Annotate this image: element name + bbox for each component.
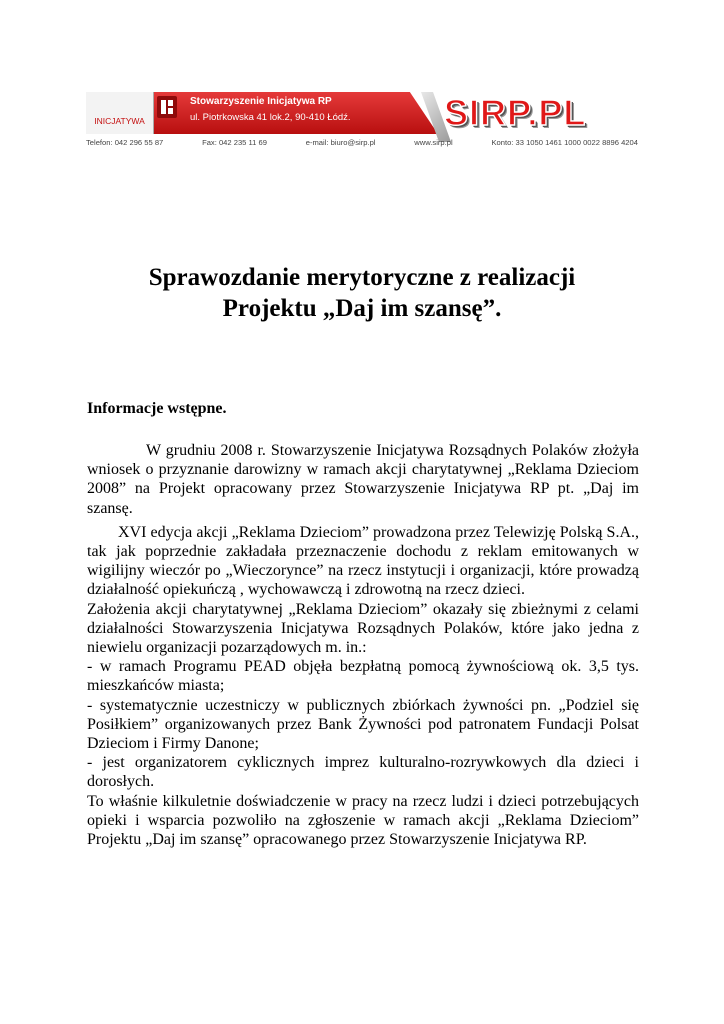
paragraph-3: Założenia akcji charytatywnej „Reklama Dzieciom” okazały się zbieżnymi z celami działalności Stowarzyszenia Inicjatywa Rozsądnych Polaków, które jako jedna z niewielu organizacji pozarządowych m. in.: — [87, 600, 639, 657]
contact-fax: Fax: 042 235 11 69 — [202, 138, 267, 147]
contact-email: e-mail: biuro@sirp.pl — [305, 138, 376, 147]
letterhead — [86, 86, 638, 152]
document-title — [86, 262, 638, 324]
paragraph-2: XVI edycja akcji „Reklama Dzieciom” prowadzona przez Telewizję Polską S.A., tak jak poprzednie zakładała przeznaczenie dochodu z reklam emitowanych w wigilijny wieczór po „Wieczorynce” na rzecz instytucji i organizacji, które prowadzą działalność opiekuńczą , wychowawczą i zdrowotną na rzecz dzieci. — [87, 523, 639, 599]
brand-logo: SIRP.PL — [444, 92, 587, 133]
inicjatywa-label: INICJATYWA — [86, 92, 154, 134]
list-item: - systematycznie uczestniczy w publicznych zbiórkach żywności pn. „Podziel się Posiłkiem” organizowanych przez Bank Żywności pod patronatem Fundacji Polsat Dzieciom i Firmy Danone; — [87, 696, 639, 753]
contact-phone: Telefon: 042 296 55 87 — [86, 138, 164, 147]
organization-address: ul. Piotrkowska 41 lok.2, 90-410 Łódź. — [190, 112, 351, 123]
organization-name: Stowarzyszenie Inicjatywa RP — [190, 96, 332, 107]
contact-line — [86, 138, 638, 147]
contact-website: www.sirp.pl — [414, 138, 453, 147]
list-item: - w ramach Programu PEAD objęła bezpłatną pomocą żywnościową ok. 3,5 tys. mieszkańców miasta; — [87, 658, 639, 695]
list-item: - jest organizatorem cyklicznych imprez kulturalno-rozrywkowych dla dzieci i dorosłych. — [87, 754, 639, 791]
document-title-line-2: Projektu „Daj im szansę”. — [222, 295, 502, 322]
paragraph-1: W grudniu 2008 r. Stowarzyszenie Inicjatywa Rozsądnych Polaków złożyła wniosek o przyznanie darowizny w ramach akcji charytatywnej „Reklama Dzieciom 2008” na Projekt opracowany przez Stowarzyszenie Inicjatywa RP pt. „Daj im szansę. — [87, 442, 639, 517]
contact-bank-account: Konto: 33 1050 1461 1000 0022 8896 4204 — [491, 138, 638, 147]
organization-logo-icon — [156, 94, 178, 120]
activity-list — [87, 657, 639, 791]
section-heading: Informacje wstępne. — [87, 400, 227, 417]
document-title-line-1: Sprawozdanie merytoryczne z realizacji — [148, 264, 576, 291]
document-body — [87, 441, 639, 849]
paragraph-4: To właśnie kilkuletnie doświadczenie w pracy na rzecz ludzi i dzieci potrzebujących opieki i wsparcia pozwoliło na zgłoszenie w ramach akcji „Reklama Dzieciom” Projektu „Daj im szansę” opracowanego przez Stowarzyszenie Inicjatywa RP. — [87, 792, 639, 849]
